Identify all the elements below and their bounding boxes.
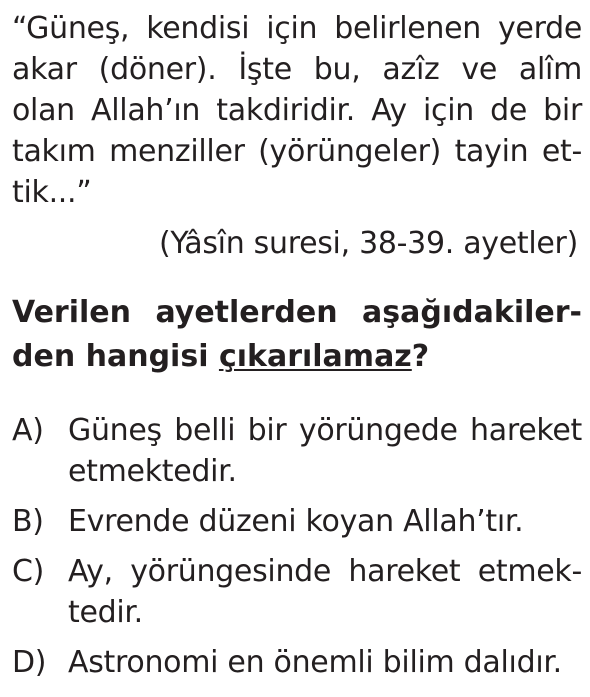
option-text — [68, 501, 582, 542]
option-d[interactable] — [12, 642, 582, 683]
question-line — [12, 335, 582, 379]
option-line: Evrende düzeni koyan Allah’tır. — [68, 504, 524, 539]
option-c[interactable] — [12, 551, 582, 633]
quote-line: “Güneş, kendisi için belirlenen yerde — [12, 11, 582, 46]
question-line: Verilen ayetlerden aşağıdakiler- — [12, 295, 582, 330]
question-line2-prefix: den hangisi — [12, 339, 219, 374]
option-a[interactable] — [12, 410, 582, 492]
quote-line: tik...” — [12, 175, 92, 210]
question-stem — [12, 291, 582, 379]
option-letter: A) — [12, 413, 44, 448]
option-b[interactable] — [12, 501, 582, 542]
option-line: etmektedir. — [68, 454, 237, 489]
option-letter: C) — [12, 554, 45, 589]
quote-line: takım menziller (yörüngeler) tayin et- — [12, 134, 582, 169]
question-mark: ? — [411, 339, 430, 374]
quote-line: olan Allah’ın takdiridir. Ay için de bir — [12, 93, 582, 128]
option-line: tedir. — [68, 595, 143, 630]
option-line: Ay, yörüngesinde hareket etmek- — [68, 554, 582, 589]
option-text — [68, 642, 582, 683]
quote-line: akar (döner). İşte bu, azîz ve alîm — [12, 52, 582, 87]
verse-quote — [12, 8, 582, 213]
option-line: Güneş belli bir yörüngede hareket — [68, 413, 582, 448]
answer-options — [12, 410, 582, 692]
option-line: Astronomi en önemli bilim dalıdır. — [68, 645, 562, 680]
question-emphasis: çıkarılamaz — [218, 339, 412, 374]
option-letter: D) — [12, 645, 47, 680]
option-text — [68, 551, 582, 633]
verse-source: (Yâsîn suresi, 38-39. ayetler) — [158, 226, 578, 261]
option-letter: B) — [12, 504, 44, 539]
option-text — [68, 410, 582, 492]
